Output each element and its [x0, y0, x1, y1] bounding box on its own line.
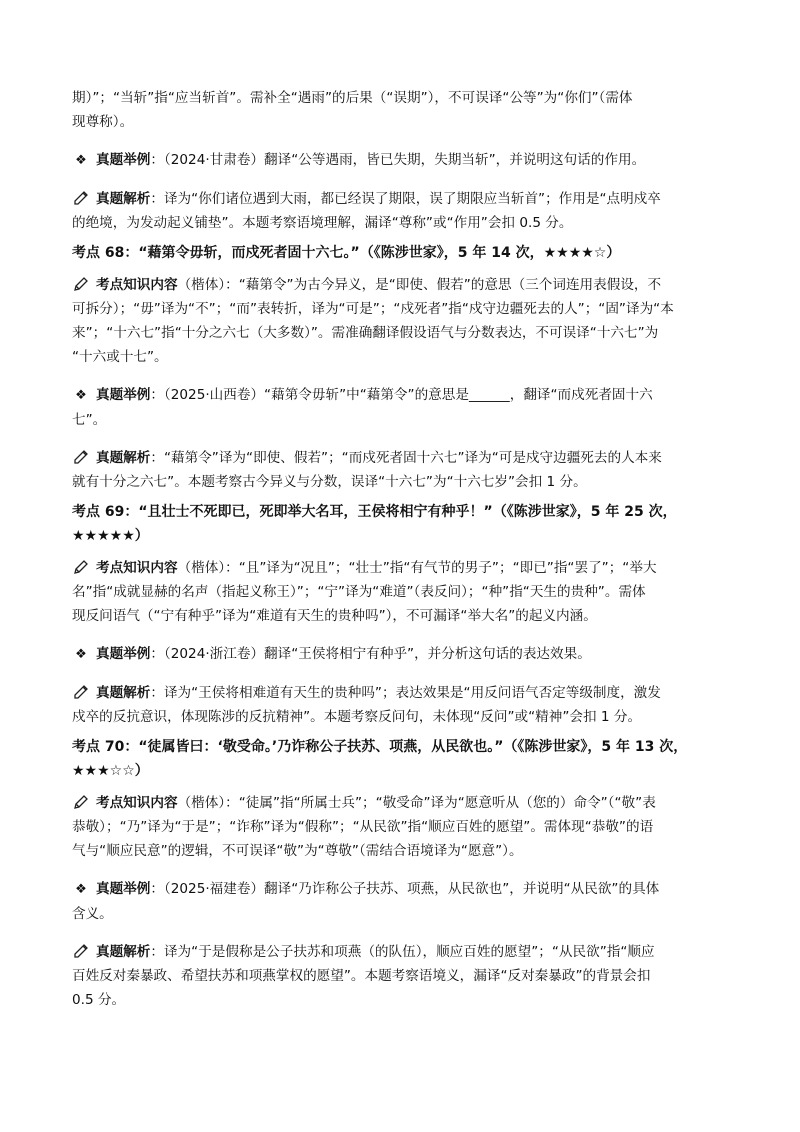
text-line: ：“藉第令”译为“即使、假若”；“而戍死者固十六七”译为“可是戍守边疆死去的人本来	[150, 450, 662, 466]
knowledge-label: 考点知识内容	[96, 560, 178, 576]
text-line: （楷体）：“藉第令”为古今异义，是“即使、假若”的意思（三个词连用表假设，不	[177, 277, 662, 293]
example-label: 真题举例	[96, 646, 151, 662]
text-line: （楷体）：“且”译为“况且”；“壮士”指“有气节的男子”；“即已”指“罢了”；“举大	[177, 560, 657, 576]
diamond-icon: ❖	[75, 882, 87, 897]
pen-icon	[72, 791, 90, 815]
text-line: 现反问语气（“宁有种乎”译为“难道有天生的贵种吗”），不可漏译“举大名”的起义内涵。	[72, 608, 597, 624]
text-line: 戍卒的反抗意识，体现陈涉的反抗精神”。本题考察反问句，未体现“反问”或“精神”会扣 1 分。	[72, 709, 642, 725]
text-line: 来”；“十六七”指“十分之六七（大多数）”。需准确翻译假设语气与分数表达，不可误译“十六七”为	[72, 325, 659, 341]
analysis-paragraph	[72, 187, 732, 235]
text-line: 0.5 分。	[72, 992, 126, 1008]
example-paragraph	[72, 877, 732, 926]
text-line: ：（2024·浙江卷）翻译“王侯将相宁有种乎”，并分析这句话的表达效果。	[150, 646, 591, 662]
knowledge-paragraph	[72, 791, 732, 863]
heading-line: ★★★★★）	[72, 528, 149, 544]
knowledge-label: 考点知识内容	[96, 277, 178, 293]
text-line: 就有十分之六七”。本题考察古今异义与分数，误译“十六七”为“十六七岁”会扣 1 分。	[72, 474, 587, 490]
section-heading	[72, 735, 732, 783]
pen-icon	[72, 556, 90, 580]
pencil-icon	[72, 940, 90, 964]
analysis-label: 真题解析	[96, 685, 151, 701]
heading-line: 考点 69：“且壮士不死即已，死即举大名耳，王侯将相宁有种乎！”（《陈涉世家》，5 年 25 次，	[72, 504, 677, 520]
knowledge-label: 考点知识内容	[96, 795, 178, 811]
text-line: ：（2025·福建卷）翻译“乃诈称公子扶苏、项燕，从民欲也”，并说明“从民欲”的具体	[150, 881, 660, 897]
text-line: （楷体）：“徒属”指“所属士兵”；“敬受命”译为“愿意听从（您的）命令”（“敬”表	[177, 795, 656, 811]
knowledge-paragraph	[72, 556, 732, 628]
text-line: “十六或十七”。	[72, 349, 168, 365]
diamond-icon: ❖	[75, 153, 87, 168]
text-line: ：（2025·山西卷）“藉第令毋斩”中“藉第令”的意思是______，翻译“而戍死者固十六	[150, 387, 653, 403]
analysis-paragraph	[72, 681, 732, 729]
pencil-icon	[72, 446, 90, 470]
example-label: 真题举例	[96, 387, 151, 403]
pencil-icon	[72, 681, 90, 705]
text-line: 恭敬）；“乃”译为“于是”；“诈称”译为“假称”；“从民欲”指“顺应百姓的愿望”。需体现“恭敬”的语	[72, 819, 654, 835]
example-label: 真题举例	[96, 152, 151, 168]
text-line: ：译为“于是假称是公子扶苏和项燕（的队伍），顺应百姓的愿望”；“从民欲”指“顺应	[150, 944, 655, 960]
intro-paragraph	[72, 86, 732, 134]
analysis-label: 真题解析	[96, 450, 151, 466]
heading-line: 考点 70：“徒属皆曰：‘敬受命。’乃诈称公子扶苏、项燕，从民欲也。”（《陈涉世家》，5 年 13 次，	[72, 739, 688, 755]
text-line: 的绝境，为发动起义铺垫”。本题考察语境理解，漏译“尊称”或“作用”会扣 0.5 分。	[72, 215, 573, 231]
analysis-paragraph	[72, 446, 732, 494]
example-paragraph	[72, 383, 732, 432]
heading-line: 考点 68：“藉第令毋斩，而戍死者固十六七。”（《陈涉世家》，5 年 14 次，★★★★☆）	[72, 245, 621, 261]
page-content	[72, 86, 732, 1012]
text-line: 含义。	[72, 906, 113, 922]
diamond-icon: ❖	[75, 388, 87, 403]
text-line: 百姓反对秦暴政、希望扶苏和项燕掌权的愿望”。本题考察语境义，漏译“反对秦暴政”的背景会扣	[72, 968, 651, 984]
text-line: ：（2024·甘肃卷）翻译“公等遇雨，皆已失期，失期当斩”，并说明这句话的作用。	[150, 152, 646, 168]
example-paragraph	[72, 148, 732, 173]
text-line: ：译为“王侯将相难道有天生的贵种吗”；表达效果是“用反问语气否定等级制度，激发	[150, 685, 661, 701]
pen-icon	[72, 273, 90, 297]
text-line: 期）”；“当斩”指“应当斩首”。需补全“遇雨”的后果（“误期”），不可误译“公等”为“你们”（需体	[72, 90, 633, 106]
text-line: 可拆分）；“毋”译为“不”；“而”表转折，译为“可是”；“戍死者”指“戍守边疆死去的人”；“固”译为“本	[72, 301, 674, 317]
text-line: 气与“顺应民意”的逻辑，不可误译“敬”为“尊敬”（需结合语境译为“愿意”）。	[72, 843, 523, 859]
example-label: 真题举例	[96, 881, 151, 897]
analysis-paragraph	[72, 940, 732, 1012]
heading-line: ★★★☆☆）	[72, 763, 149, 779]
analysis-label: 真题解析	[96, 944, 151, 960]
example-paragraph	[72, 642, 732, 667]
analysis-label: 真题解析	[96, 191, 151, 207]
section-heading	[72, 241, 732, 265]
text-line: 名”指“成就显赫的名声（指起义称王）”；“宁”译为“难道”（表反问）；“种”指“天生的贵种”。需体	[72, 584, 646, 600]
section-heading	[72, 500, 732, 548]
text-line: ：译为“你们诸位遇到大雨，都已经误了期限，误了期限应当斩首”；作用是“点明戍卒	[150, 191, 661, 207]
text-line: 七”。	[72, 412, 107, 428]
pencil-icon	[72, 187, 90, 211]
knowledge-paragraph	[72, 273, 732, 369]
text-line: 现尊称）。	[72, 114, 134, 130]
diamond-icon: ❖	[75, 647, 87, 662]
